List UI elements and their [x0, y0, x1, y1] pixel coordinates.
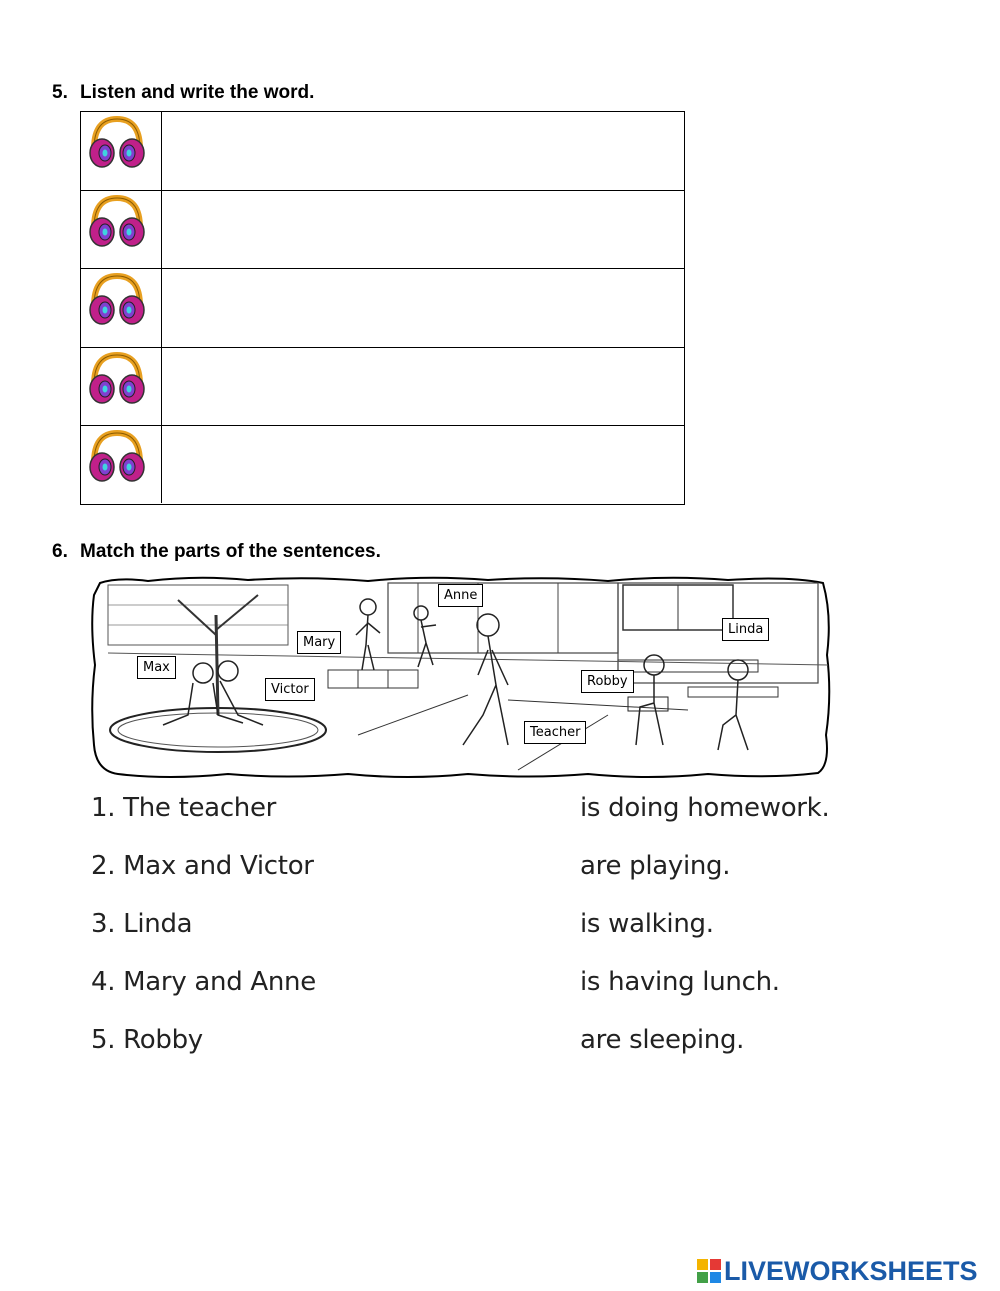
headphones-icon[interactable] — [86, 115, 148, 171]
listen-row — [81, 190, 684, 268]
answer-field[interactable] — [162, 269, 684, 346]
headphones-icon[interactable] — [86, 351, 148, 407]
listen-row — [81, 425, 684, 503]
question-6-title — [52, 541, 381, 563]
answer-field[interactable] — [162, 426, 684, 503]
sentence-start[interactable]: 2. Max and Victor — [91, 851, 314, 881]
scene-label-anne: Anne — [438, 584, 483, 607]
listen-write-table — [80, 111, 685, 505]
scene-label-robby: Robby — [581, 670, 634, 693]
question-text: Match the parts of the sentences. — [80, 541, 381, 562]
sentence-start[interactable]: 3. Linda — [91, 909, 193, 939]
question-text: Listen and write the word. — [80, 82, 315, 103]
scene-label-victor: Victor — [265, 678, 315, 701]
sentence-start[interactable]: 1. The teacher — [91, 793, 277, 823]
liveworksheets-logo — [697, 1256, 978, 1286]
headphones-icon[interactable] — [86, 429, 148, 485]
sentence-end[interactable]: is walking. — [580, 909, 714, 939]
headphones-icon[interactable] — [86, 272, 148, 328]
headphones-icon-cell[interactable] — [81, 191, 162, 268]
sentence-start[interactable]: 5. Robby — [91, 1025, 203, 1055]
scene-label-teacher: Teacher — [524, 721, 586, 744]
answer-field[interactable] — [162, 112, 684, 190]
answer-field[interactable] — [162, 191, 684, 268]
scene-label-max: Max — [137, 656, 176, 679]
question-number: 6. — [52, 541, 68, 562]
sentence-end[interactable]: are playing. — [580, 851, 731, 881]
question-5-title — [52, 82, 314, 104]
headphones-icon-cell[interactable] — [81, 112, 162, 190]
scene-label-mary: Mary — [297, 631, 341, 654]
brand-text: LIVEWORKSHEETS — [724, 1255, 978, 1286]
sentence-end[interactable]: are sleeping. — [580, 1025, 745, 1055]
listen-row — [81, 112, 684, 190]
listen-row — [81, 268, 684, 346]
answer-field[interactable] — [162, 348, 684, 425]
sentence-end[interactable]: is having lunch. — [580, 967, 780, 997]
headphones-icon-cell[interactable] — [81, 426, 162, 503]
headphones-icon[interactable] — [86, 194, 148, 250]
question-number: 5. — [52, 82, 68, 103]
sentence-end[interactable]: is doing homework. — [580, 793, 830, 823]
listen-row — [81, 347, 684, 425]
liveworksheets-logo-icon — [697, 1259, 721, 1283]
sentence-start[interactable]: 4. Mary and Anne — [91, 967, 316, 997]
headphones-icon-cell[interactable] — [81, 269, 162, 346]
scene-label-linda: Linda — [722, 618, 769, 641]
headphones-icon-cell[interactable] — [81, 348, 162, 425]
